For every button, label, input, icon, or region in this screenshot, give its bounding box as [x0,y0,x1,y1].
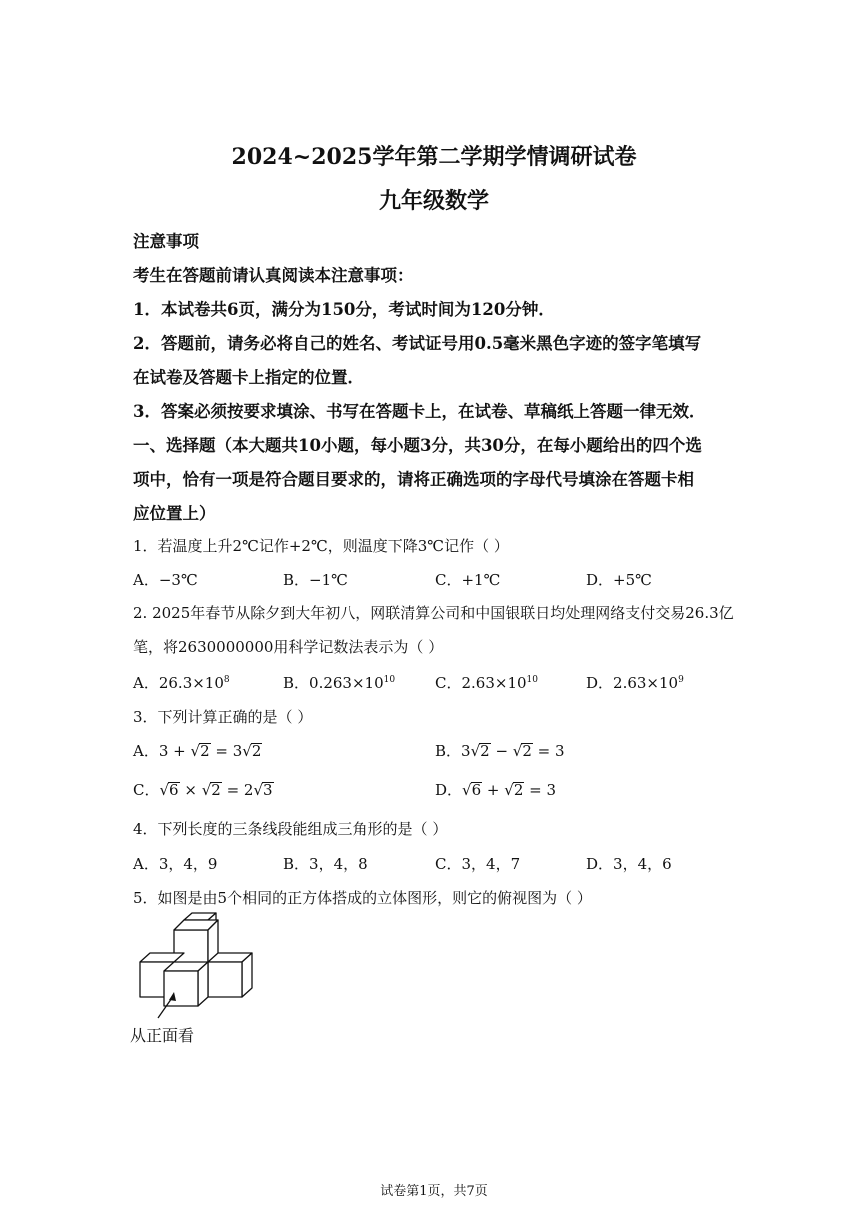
question-1-stem: 1．若温度上升2℃记作+2℃，则温度下降3℃记作（ ） [133,537,509,555]
q3-option-b: B．3√2 − √2 = 3 [435,742,565,760]
notice-item-2: 2．答题前，请务必将自己的姓名、考试证号用0.5毫米黑色字迹的签字笔填写 [133,334,702,353]
q1-option-a: A．−3℃ [133,571,198,589]
q3-option-c: C．√6 × √2 = 2√3 [133,781,273,799]
question-3-stem: 3．下列计算正确的是（ ） [133,708,313,726]
question-2-stem-line-2: 笔，将2630000000用科学记数法表示为（ ） [133,638,444,656]
figure-caption: 从正面看 [130,1026,195,1045]
q2-option-c: C．$2.63\times 10^{10}$ [435,674,538,692]
cube-top-front [174,930,208,964]
cube-front-front [164,971,198,1006]
question-4-stem: 4．下列长度的三条线段能组成三角形的是（ ） [133,820,448,838]
q4-option-c: C．3，4，7 [435,855,521,873]
q2-option-d: D．$2.63\times 10^9$ [586,674,684,692]
question-2-stem-line-1: 2. 2025年春节从除夕到大年初八，网联清算公司和中国银联日均处理网络支付交易26.3亿 [133,604,734,622]
notice-intro: 考生在答题前请认真阅读本注意事项： [133,266,414,285]
q2-option-a: A．$26.3\times 10^8$ [133,674,230,692]
q1-option-c: C．+1℃ [435,571,501,589]
q4-option-b: B．3，4，8 [283,855,368,873]
cube-right-front [208,962,242,997]
notice-item-1: 1．本试卷共6页，满分为150分，考试时间为120分钟． [133,300,555,319]
q3-option-a: A．3 + √2 = 3√2 [133,742,262,760]
cube-figure [128,912,258,1022]
q1-option-b: B．−1℃ [283,571,348,589]
q2-option-b: B．$0.263\times 10^{10}$ [283,674,396,692]
page-subtitle: 九年级数学 [378,188,489,214]
q4-option-a: A．3，4，9 [133,855,218,873]
notice-item-3: 3．答案必须按要求填涂、书写在答题卡上，在试卷、草稿纸上答题一律无效． [133,402,706,421]
section-heading-line-3: 应位置上） [133,504,216,523]
page-title: 2024~2025学年第二学期学情调研试卷 [231,144,637,170]
notice-item-2-cont: 在试卷及答题卡上指定的位置． [133,368,364,387]
section-heading-line-1: 一、选择题（本大题共10小题，每小题3分，共30分，在每小题给出的四个选 [133,436,702,455]
question-5-stem: 5．如图是由5个相同的正方体搭成的立体图形，则它的俯视图为（ ） [133,889,592,907]
page-footer: 试卷第1页，共7页 [380,1184,488,1199]
q1-option-d: D．+5℃ [586,571,652,589]
q4-option-d: D．3，4，6 [586,855,672,873]
q3-option-d: D．√6 + √2 = 3 [435,781,557,799]
section-heading-line-2: 项中，恰有一项是符合题目要求的，请将正确选项的字母代号填涂在答题卡相 [133,470,694,489]
notice-heading: 注意事项 [133,232,199,251]
